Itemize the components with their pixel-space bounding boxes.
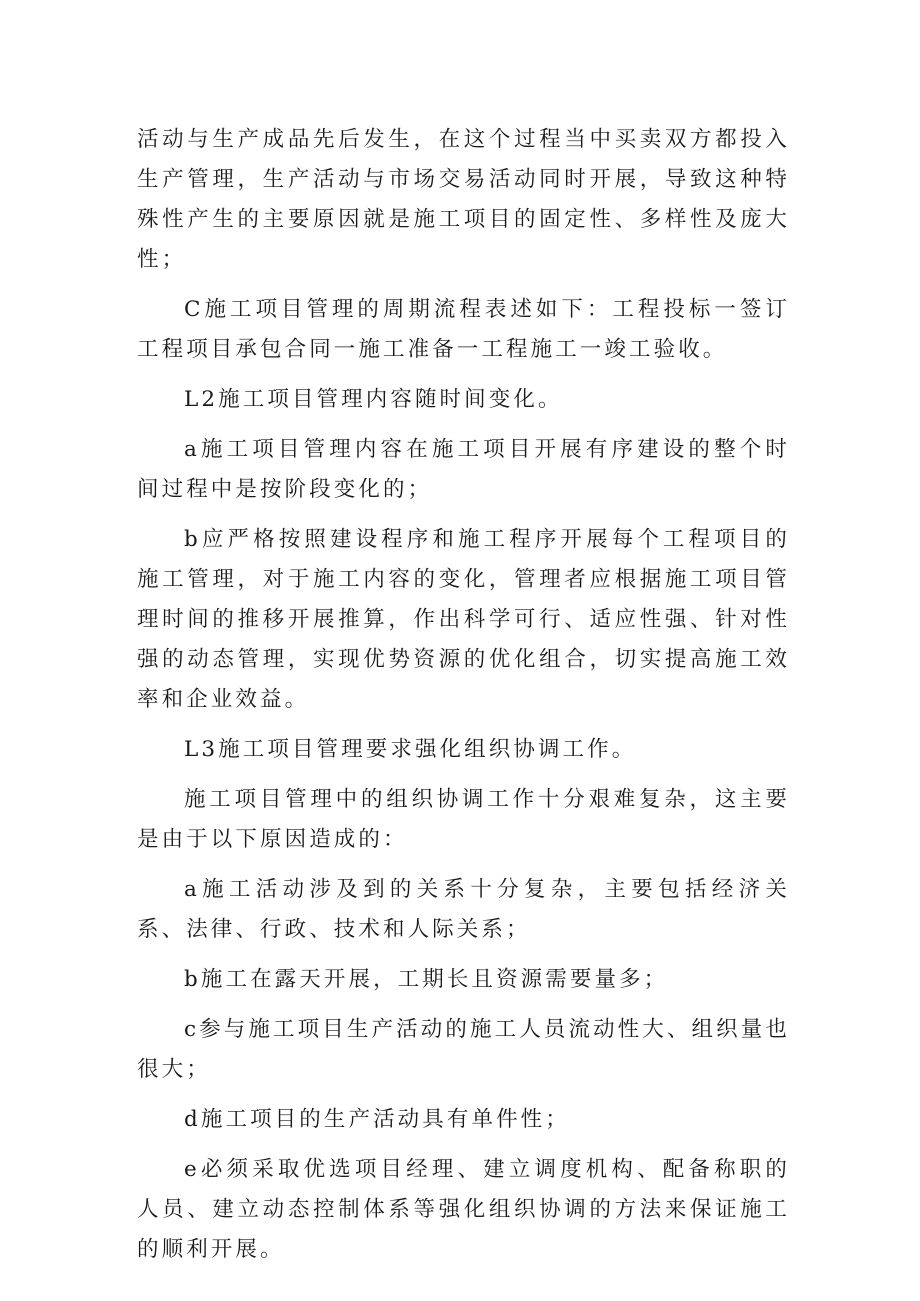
heading-l2: L2施工项目管理内容随时间变化。 bbox=[184, 387, 563, 412]
paragraph-l2-a: a施工项目管理内容在施工项目开展有序建设的整个时间过程中是按阶段变化的； bbox=[137, 437, 790, 502]
paragraph-l2-b: b应严格按照建设程序和施工程序开展每个工程项目的施工管理，对于施工内容的变化，管理者应根据施工项目管理时间的推移开展推算，作出科学可行、适应性强、针对性强的动态管理，实现优势资源的优化组合，切实提高施工效率和企业效益。 bbox=[137, 527, 790, 712]
paragraph-l3-intro: 施工项目管理中的组织协调工作十分艰难复杂，这主要是由于以下原因造成的： bbox=[137, 787, 790, 852]
paragraph-l3-e: e必须采取优选项目经理、建立调度机构、配备称职的人员、建立动态控制体系等强化组织协调的方法来保证施工的顺利开展。 bbox=[137, 1157, 790, 1262]
paragraph-l3-d: d施工项目的生产活动具有单件性； bbox=[184, 1107, 570, 1132]
paragraph-l3-c: c参与施工项目生产活动的施工人员流动性大、组织量也很大； bbox=[137, 1017, 790, 1082]
heading-l3: L3施工项目管理要求强化组织协调工作。 bbox=[184, 737, 637, 762]
paragraph-continuation: 活动与生产成品先后发生，在这个过程当中买卖双方都投入生产管理，生产活动与市场交易活动同时开展，导致这种特殊性产生的主要原因就是施工项目的固定性、多样性及庞大性； bbox=[137, 127, 790, 272]
paragraph-l3-b: b施工在露天开展，工期长且资源需要量多； bbox=[184, 967, 669, 992]
document-body bbox=[137, 120, 790, 1280]
paragraph-project-cycle: C施工项目管理的周期流程表述如下：工程投标一签订工程项目承包合同一施工准备一工程施工一竣工验收。 bbox=[137, 297, 790, 362]
paragraph-l3-a: a施工活动涉及到的关系十分复杂，主要包括经济关系、法律、行政、技术和人际关系； bbox=[137, 877, 790, 942]
